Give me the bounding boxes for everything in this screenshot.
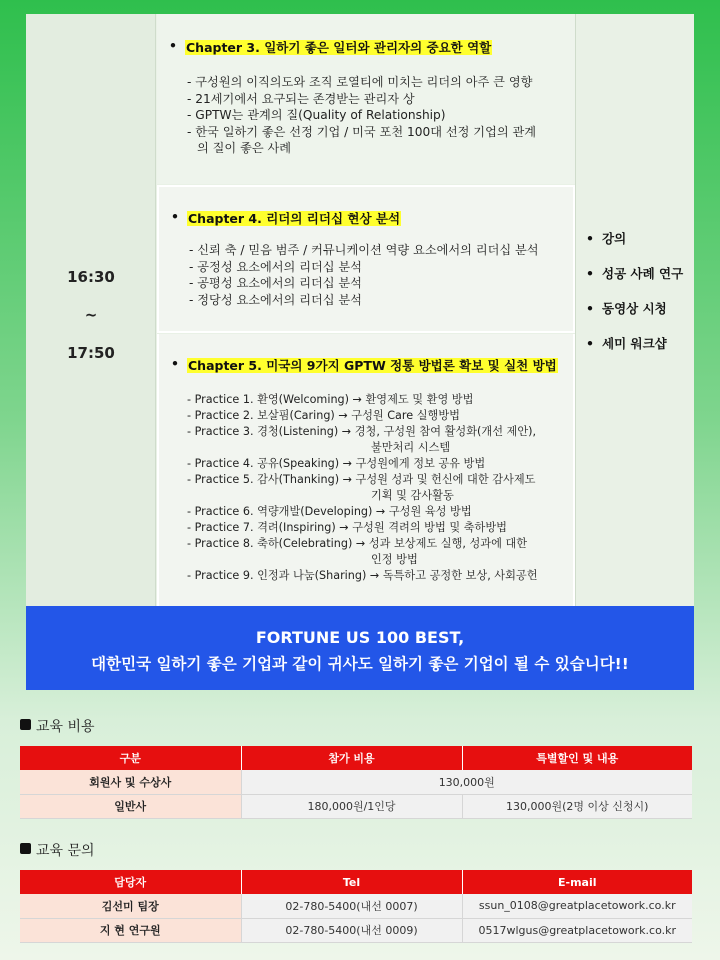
program-panel bbox=[26, 14, 694, 606]
table-cell: 회원사 및 수상사 bbox=[20, 770, 241, 794]
square-bullet-icon bbox=[20, 843, 31, 854]
method-column bbox=[575, 14, 694, 606]
time-end: 17:50 bbox=[67, 344, 115, 362]
table-cell: 130,000원(2명 이상 신청시) bbox=[462, 794, 692, 818]
banner-line-1: FORTUNE US 100 BEST, bbox=[255, 628, 465, 647]
method-case-study: • 성공 사례 연구 bbox=[586, 265, 691, 282]
practice-6: - Practice 6. 역량개발(Developing) → 구성원 육성 방법 bbox=[187, 505, 472, 518]
contact-tel: 02-780-5400(내선 0007) bbox=[241, 894, 462, 918]
chapter-4 bbox=[157, 185, 575, 333]
method-workshop: • 세미 워크샵 bbox=[586, 335, 691, 352]
table-header: 참가 비용 bbox=[241, 746, 462, 770]
practice-5: - Practice 5. 감사(Thanking) → 구성원 성과 및 헌신에 대한 감사제도 기획 및 감사활동 bbox=[187, 473, 536, 502]
chapter-4-title: • Chapter 4. 리더의 리더십 현상 분석 bbox=[171, 209, 401, 227]
list-item: - 공정성 요소에서의 리더십 분석 bbox=[189, 259, 362, 274]
table-cell: 180,000원/1인당 bbox=[241, 794, 462, 818]
time-separator: ~ bbox=[84, 306, 98, 324]
table-row bbox=[20, 770, 692, 794]
chapter-4-items bbox=[189, 242, 539, 308]
method-list bbox=[586, 230, 691, 370]
list-item: - 한국 일하기 좋은 선정 기업 / 미국 포천 100대 선정 기업의 관계 의 질이 좋은 사례 bbox=[187, 124, 537, 155]
practice-3: - Practice 3. 경청(Listening) → 경청, 구성원 참여 활성화(개선 제안), 불만처리 시스템 bbox=[187, 425, 537, 454]
list-item: - GPTW는 관계의 질(Quality of Relationship) bbox=[187, 108, 446, 122]
table-header: Tel bbox=[241, 870, 462, 894]
practice-1: - Practice 1. 환영(Welcoming) → 환영제도 및 환영 방법 bbox=[187, 393, 474, 406]
content-column bbox=[157, 14, 575, 606]
table-header-row bbox=[20, 746, 692, 770]
practice-8: - Practice 8. 축하(Celebrating) → 성과 보상제도 실행, 성과에 대한 인정 방법 bbox=[187, 537, 528, 566]
chapter-5-title: • Chapter 5. 미국의 9가지 GPTW 정통 방법론 확보 및 실천 방법 bbox=[171, 356, 558, 374]
session-time bbox=[26, 258, 156, 372]
method-lecture: • 강의 bbox=[586, 230, 691, 247]
cost-section-title: 교육 비용 bbox=[20, 716, 95, 736]
contact-name: 지 현 연구원 bbox=[20, 918, 241, 942]
chapter-3-title: • Chapter 3. 일하기 좋은 일터와 관리자의 중요한 역할 bbox=[169, 38, 492, 56]
contact-tel: 02-780-5400(내선 0009) bbox=[241, 918, 462, 942]
table-row bbox=[20, 918, 692, 942]
table-row bbox=[20, 894, 692, 918]
time-column bbox=[26, 14, 156, 606]
table-cell: 130,000원 bbox=[241, 770, 692, 794]
table-header: 구분 bbox=[20, 746, 241, 770]
practice-2: - Practice 2. 보살핌(Caring) → 구성원 Care 실행방법 bbox=[187, 409, 460, 422]
practice-9: - Practice 9. 인정과 나눔(Sharing) → 독특하고 공정한 보상, 사회공헌 bbox=[187, 569, 538, 582]
table-header: E-mail bbox=[462, 870, 692, 894]
contact-section-title: 교육 문의 bbox=[20, 840, 95, 860]
chapter-5-items bbox=[187, 392, 538, 584]
contact-email: 0517wlgus@greatplacetowork.co.kr bbox=[462, 918, 692, 942]
method-video: • 동영상 시청 bbox=[586, 300, 691, 317]
practice-7: - Practice 7. 격려(Inspiring) → 구성원 격려의 방법 및 축하방법 bbox=[187, 521, 507, 534]
contact-table bbox=[20, 870, 692, 943]
banner-line-2: 대한민국 일하기 좋은 기업과 같이 귀사도 일하기 좋은 기업이 될 수 있습니다!! bbox=[91, 655, 629, 673]
list-item: - 21세기에서 요구되는 존경받는 관리자 상 bbox=[187, 91, 415, 106]
table-cell: 일반사 bbox=[20, 794, 241, 818]
cost-table bbox=[20, 746, 692, 819]
list-item: - 구성원의 이직의도와 조직 로열티에 미치는 리더의 아주 큰 영향 bbox=[187, 75, 533, 89]
list-item: - 신뢰 축 / 믿음 범주 / 커뮤니케이션 역량 요소에서의 리더십 분석 bbox=[189, 243, 539, 257]
contact-name: 김선미 팀장 bbox=[20, 894, 241, 918]
promo-banner bbox=[26, 606, 694, 690]
practice-4: - Practice 4. 공유(Speaking) → 구성원에게 정보 공유 방법 bbox=[187, 457, 486, 470]
contact-email: ssun_0108@greatplacetowork.co.kr bbox=[462, 894, 692, 918]
square-bullet-icon bbox=[20, 719, 31, 730]
chapter-3-items bbox=[187, 74, 536, 157]
table-header: 담당자 bbox=[20, 870, 241, 894]
list-item: - 공평성 요소에서의 리더십 분석 bbox=[189, 276, 362, 290]
chapter-5 bbox=[157, 334, 575, 606]
time-start: 16:30 bbox=[67, 268, 115, 286]
list-item: - 정당성 요소에서의 리더십 분석 bbox=[189, 292, 362, 307]
table-header: 특별할인 및 내용 bbox=[462, 746, 692, 770]
table-row bbox=[20, 794, 692, 818]
chapter-3 bbox=[157, 14, 575, 184]
table-header-row bbox=[20, 870, 692, 894]
